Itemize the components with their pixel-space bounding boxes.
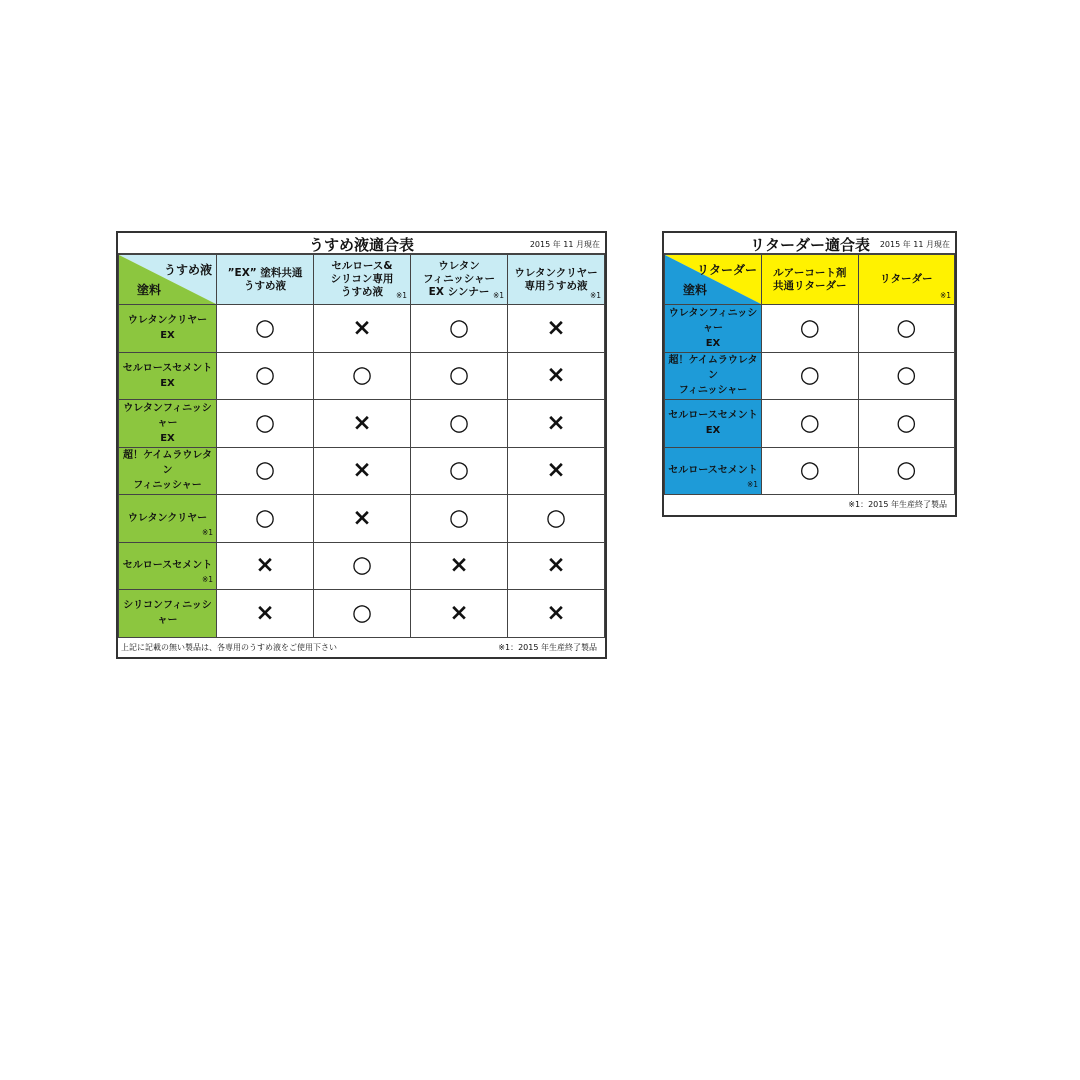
compat-cell xyxy=(314,447,411,495)
row-header xyxy=(119,352,217,400)
column-header: リターダー ※1 xyxy=(858,255,955,305)
table-row xyxy=(665,352,955,400)
compat-cell xyxy=(508,542,605,590)
row-header xyxy=(119,495,217,543)
column-header: セルロース& シリコン専用 うすめ液 ※1 xyxy=(314,255,411,305)
compat-cell xyxy=(314,400,411,448)
compat-cell xyxy=(217,590,314,638)
compat-cell xyxy=(217,542,314,590)
column-header: ウレタンクリヤー 専用うすめ液 ※1 xyxy=(508,255,605,305)
retarder-compatibility-table xyxy=(662,231,957,517)
row-header xyxy=(665,305,762,353)
cross-mark-icon: × xyxy=(546,314,566,341)
compat-cell xyxy=(858,400,955,448)
corner-cell xyxy=(119,255,217,305)
circle-mark-icon: ○ xyxy=(351,599,373,626)
cross-mark-icon: × xyxy=(255,552,275,579)
circle-mark-icon: ○ xyxy=(896,457,917,484)
compat-cell xyxy=(508,305,605,353)
compatibility-grid xyxy=(664,254,955,495)
row-note: ※1 xyxy=(746,480,758,489)
compat-cell xyxy=(411,542,508,590)
circle-mark-icon: ○ xyxy=(799,457,820,484)
circle-mark-icon: ○ xyxy=(351,552,373,579)
table-date: 2015 年 11 月現在 xyxy=(879,240,950,249)
compat-cell xyxy=(411,400,508,448)
compat-cell xyxy=(314,590,411,638)
footer-instruction: 上記に記載の無い製品は、各専用のうすめ液をご使用下さい xyxy=(121,642,337,652)
compat-cell xyxy=(217,447,314,495)
compat-cell xyxy=(411,590,508,638)
row-header xyxy=(665,400,762,448)
cross-mark-icon: × xyxy=(352,504,372,531)
row-label: セルロースセメント xyxy=(668,465,758,477)
column-header: ”EX” 塗料共通 うすめ液 xyxy=(217,255,314,305)
circle-mark-icon: ○ xyxy=(799,362,820,389)
row-label: シリコンフィニッシャー xyxy=(123,600,212,627)
compat-cell xyxy=(762,352,859,400)
row-label: ウレタンクリヤー EX xyxy=(127,315,208,342)
column-header: ルアーコート剤 共通リターダー xyxy=(762,255,859,305)
circle-mark-icon: ○ xyxy=(254,504,276,531)
compat-cell xyxy=(411,305,508,353)
table-row xyxy=(665,447,955,495)
compat-cell xyxy=(762,447,859,495)
table-row xyxy=(119,305,605,353)
row-label: ウレタンフィニッシャー EX xyxy=(123,402,212,444)
compat-cell xyxy=(217,400,314,448)
circle-mark-icon: ○ xyxy=(545,504,567,531)
table-title: リターダー適合表 xyxy=(750,236,871,254)
footer-note: ※1：2015 年生産終了製品 xyxy=(848,500,947,509)
footer-note: ※1：2015 年生産終了製品 xyxy=(498,642,597,652)
table-row xyxy=(119,495,605,543)
compat-cell xyxy=(411,495,508,543)
cross-mark-icon: × xyxy=(449,552,469,579)
corner-cell xyxy=(665,255,762,305)
row-label: 超！ケイムラウレタン フィニッシャー xyxy=(668,355,758,397)
column-header: ウレタン フィニッシャー EX シンナー ※1 xyxy=(411,255,508,305)
table-title-bar xyxy=(664,233,955,254)
compat-cell xyxy=(508,447,605,495)
compat-cell xyxy=(508,590,605,638)
compat-cell xyxy=(217,352,314,400)
circle-mark-icon: ○ xyxy=(448,362,470,389)
cross-mark-icon: × xyxy=(352,457,372,484)
header-row xyxy=(119,255,605,305)
compat-cell xyxy=(858,305,955,353)
corner-column-label: うすめ液 xyxy=(163,263,212,277)
compatibility-grid xyxy=(118,254,605,638)
corner-column-label: リターダー xyxy=(696,263,757,277)
circle-mark-icon: ○ xyxy=(448,314,470,341)
circle-mark-icon: ○ xyxy=(896,409,917,436)
table-row xyxy=(119,352,605,400)
cross-mark-icon: × xyxy=(546,362,566,389)
row-label: セルロースセメント xyxy=(122,560,213,572)
row-label: 超！ケイムラウレタン フィニッシャー xyxy=(123,450,212,492)
row-header xyxy=(119,447,217,495)
compat-cell xyxy=(411,447,508,495)
cross-mark-icon: × xyxy=(352,409,372,436)
compat-cell xyxy=(508,495,605,543)
cross-mark-icon: × xyxy=(546,409,566,436)
table-row xyxy=(119,447,605,495)
compat-cell xyxy=(314,542,411,590)
corner-row-label: 塗料 xyxy=(137,283,162,297)
circle-mark-icon: ○ xyxy=(448,409,470,436)
cross-mark-icon: × xyxy=(546,599,566,626)
circle-mark-icon: ○ xyxy=(254,457,276,484)
circle-mark-icon: ○ xyxy=(896,362,917,389)
table-row xyxy=(119,400,605,448)
table-title: うすめ液適合表 xyxy=(308,236,414,254)
compat-cell xyxy=(217,495,314,543)
row-note: ※1 xyxy=(201,575,213,584)
thinner-compatibility-table xyxy=(116,231,607,659)
table-row xyxy=(665,305,955,353)
compat-cell xyxy=(508,400,605,448)
compat-cell xyxy=(858,352,955,400)
compat-cell xyxy=(217,305,314,353)
header-row xyxy=(665,255,955,305)
row-header xyxy=(665,447,762,495)
circle-mark-icon: ○ xyxy=(799,314,820,341)
table-row xyxy=(665,400,955,448)
table-title-bar xyxy=(118,233,605,254)
compat-cell xyxy=(314,305,411,353)
circle-mark-icon: ○ xyxy=(254,362,276,389)
row-label: セルロースセメント EX xyxy=(668,410,758,437)
circle-mark-icon: ○ xyxy=(896,314,917,341)
table-row xyxy=(119,590,605,638)
table-date: 2015 年 11 月現在 xyxy=(529,240,600,249)
row-header xyxy=(119,305,217,353)
table-footer xyxy=(664,495,955,513)
row-label: ウレタンフィニッシャー EX xyxy=(668,307,758,349)
table-row xyxy=(119,542,605,590)
cross-mark-icon: × xyxy=(546,552,566,579)
row-header xyxy=(119,400,217,448)
cross-mark-icon: × xyxy=(449,599,469,626)
compat-cell xyxy=(314,352,411,400)
compat-cell xyxy=(314,495,411,543)
compat-cell xyxy=(762,400,859,448)
circle-mark-icon: ○ xyxy=(448,504,470,531)
circle-mark-icon: ○ xyxy=(799,409,820,436)
cross-mark-icon: × xyxy=(546,457,566,484)
row-header xyxy=(119,590,217,638)
circle-mark-icon: ○ xyxy=(351,362,373,389)
table-footer xyxy=(118,638,605,656)
corner-row-label: 塗料 xyxy=(683,283,708,297)
compat-cell xyxy=(411,352,508,400)
circle-mark-icon: ○ xyxy=(254,409,276,436)
row-header xyxy=(119,542,217,590)
row-label: セルロースセメント EX xyxy=(122,362,213,389)
cross-mark-icon: × xyxy=(255,599,275,626)
row-label: ウレタンクリヤー xyxy=(127,512,208,524)
row-note: ※1 xyxy=(201,527,213,537)
cross-mark-icon: × xyxy=(352,314,372,341)
compat-cell xyxy=(858,447,955,495)
compat-cell xyxy=(762,305,859,353)
circle-mark-icon: ○ xyxy=(254,314,276,341)
circle-mark-icon: ○ xyxy=(448,457,470,484)
compat-cell xyxy=(508,352,605,400)
row-header xyxy=(665,352,762,400)
